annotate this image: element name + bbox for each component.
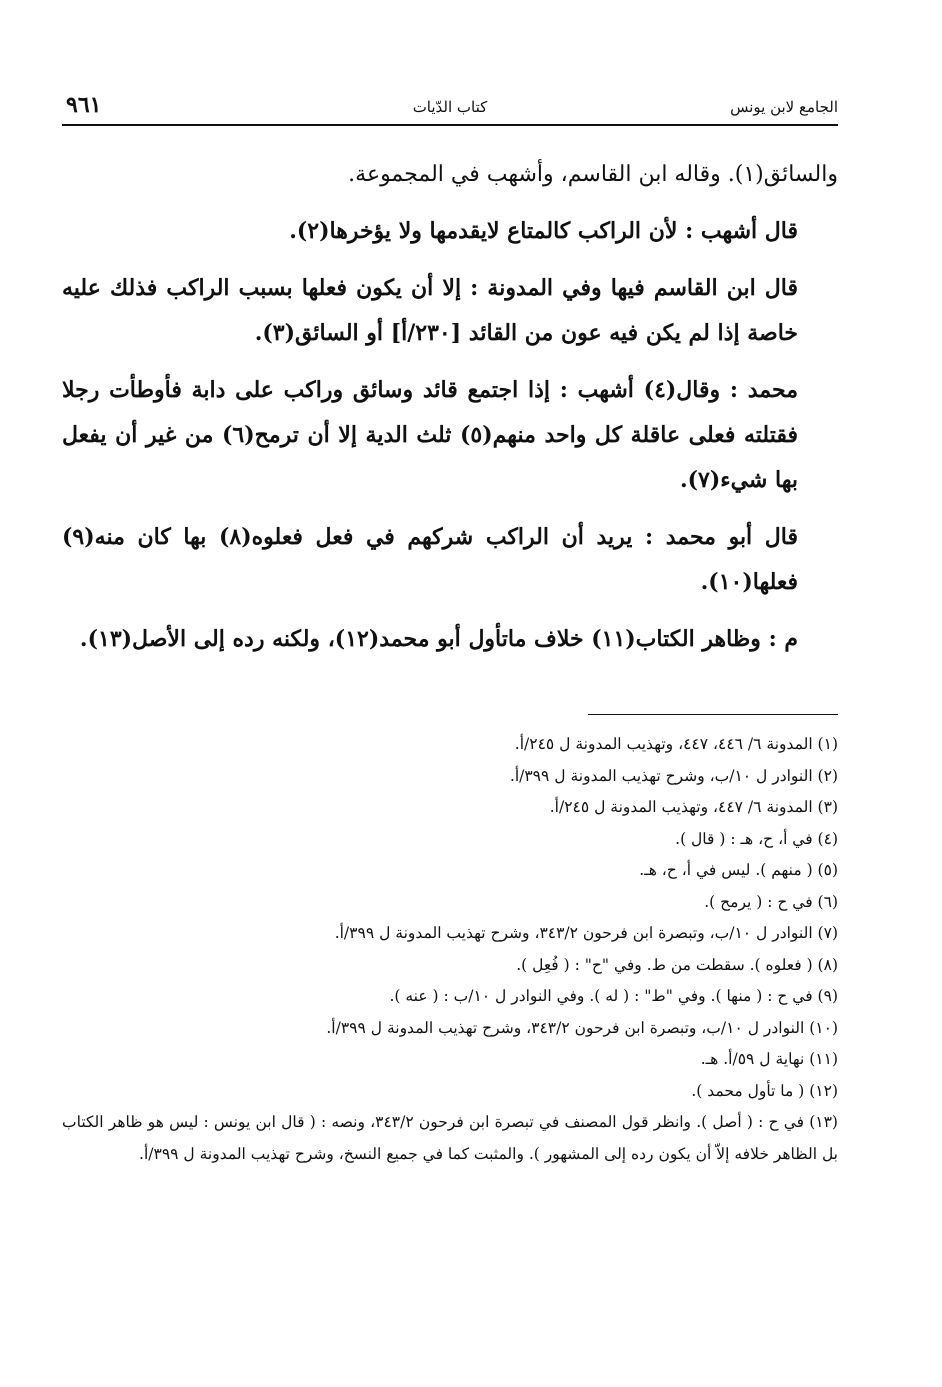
paragraph: محمد : وقال(٤) أشهب : إذا اجتمع قائد وسائق وراكب على دابة فأوطأت رجلا فقتلته فعلى عاقلة كل واحد منهم(٥) ثلث الدية إلا أن ترمح(٦) من غير أن يفعل بها شيء(٧). — [62, 377, 798, 493]
footnote: (١٢) ( ما تأول محمد ). — [691, 1081, 838, 1100]
footnote: (١) المدونة ٦/ ٤٤٦، ٤٤٧، وتهذيب المدونة ل ٢٤٥/أ. — [514, 735, 838, 753]
paragraph: م : وظاهر الكتاب(١١) خلاف ماتأول أبو محمد(١٢)، ولكنه رده إلى الأصل(١٣). — [79, 626, 798, 652]
footnote-divider — [588, 714, 838, 715]
footnote: (٦) في ح : ( يرمح ). — [704, 892, 838, 911]
footnote: (١٠) النوادر ل ١٠/ب، وتبصرة ابن فرحون ٣٤٣/٢، وشرح تهذيب المدونة ل ٣٩٩/أ. — [326, 1018, 838, 1037]
footnote: (١٣) في ح : ( أصل ). وانظر قول المصنف في تبصرة ابن فرحون ٣٤٣/٢، ونصه : ( قال ابن يونس : ليس هو ظاهر الكتاب بل الظاهر خلافه إلاّ أن يكون رده إلى المشهور ). والمثبت كما في جميع النسخ، وشرح تهذيب المدونة ل ٣٩٩/أ. — [62, 1113, 838, 1163]
footnote: (٧) النوادر ل ١٠/ب، وتبصرة ابن فرحون ٣٤٣/٢، وشرح تهذيب المدونة ل ٣٩٩/أ. — [334, 924, 838, 942]
footnote: (٩) في ح : ( منها ). وفي "ط" : ( له ). وفي النوادر ل ١٠/ب : ( عنه ). — [389, 987, 838, 1005]
footnote: (٨) ( فعلوه ). سقطت من ط. وفي "ح" : ( فُعِل ). — [516, 955, 838, 974]
footnotes — [62, 729, 838, 1170]
footnote: (٤) في أ، ح، هـ : ( قال ). — [675, 829, 838, 848]
footnote: (٥) ( منهم ). ليس في أ، ح، هـ. — [639, 861, 838, 879]
main-text — [62, 152, 838, 662]
footnote: (٣) المدونة ٦/ ٤٤٧، وتهذيب المدونة ل ٢٤٥/أ. — [549, 798, 838, 816]
page-number: ٩٦١ — [66, 92, 102, 118]
paragraph: قال أبو محمد : يريد أن الراكب شركهم في فعل فعلوه(٨) بها كان منه(٩) فعلها(١٠). — [62, 524, 798, 595]
running-header — [62, 88, 838, 126]
book-title: الجامع لابن يونس — [730, 98, 838, 116]
book-page — [62, 88, 838, 1170]
paragraph: والسائق(١). وقاله ابن القاسم، وأشهب في المجموعة. — [348, 162, 838, 187]
paragraph: قال أشهب : لأن الراكب كالمتاع لايقدمها ولا يؤخرها(٢). — [289, 218, 798, 244]
footnote: (١١) نهاية ل ٥٩/أ. هـ. — [700, 1050, 838, 1068]
footnote: (٢) النوادر ل ١٠/ب، وشرح تهذيب المدونة ل ٣٩٩/أ. — [509, 766, 838, 785]
paragraph: قال ابن القاسم فيها وفي المدونة : إلا أن يكون فعلها بسبب الراكب فذلك عليه خاصة إذا لم يكن فيه عون من القائد [٢٣٠/أ] أو السائق(٣). — [62, 275, 798, 346]
chapter-title: كتاب الدّيات — [412, 98, 488, 116]
